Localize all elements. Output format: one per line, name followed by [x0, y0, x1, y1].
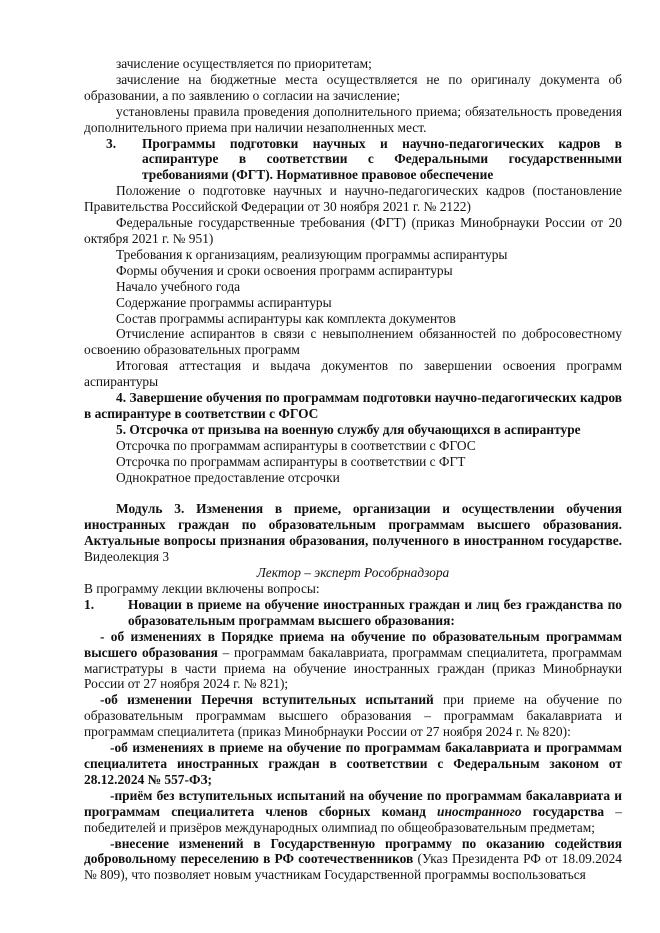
plain-text: при приеме на обучение по образовательным программам высшего образования – программам бакалавриата и программам специалитета (приказ Минобрнауки России от 27 ноября 2024 г. № 820): — [84, 692, 622, 740]
bold-text: - об изменениях в Порядке приема на обучение по образовательным программам высшего образования — [84, 628, 622, 660]
list-item: Формы обучения и сроки освоения программ аспирантуры — [116, 262, 453, 278]
list-item: Начало учебного года — [116, 278, 241, 294]
section-3-heading — [84, 136, 622, 184]
list-item: Отсрочка по программам аспирантуры в соответствии с ФГТ — [116, 453, 466, 469]
paragraph: -об изменениях в приеме на обучение по программам бакалавриата и программам специалитета иностранных граждан в соответствии с Федеральным законом от 28.12.2024 № 557-ФЗ; — [84, 740, 622, 787]
paragraph — [84, 788, 622, 836]
list-item: установлены правила проведения дополнительного приема; обязательность проведения дополнительного приема при наличии незаполненных мест. — [84, 103, 622, 135]
list-item: Отсрочка по программам аспирантуры в соответствии с ФГОС — [116, 437, 476, 453]
paragraph — [84, 629, 622, 693]
list-item: Федеральные государственные требования (ФГТ) (приказ Минобрнауки России от 20 октября 2021 г. № 951) — [84, 215, 622, 246]
paragraph — [84, 692, 622, 740]
module-suffix: Видеолекция 3 — [84, 549, 170, 565]
lecturer-line: Лектор – эксперт Рособрнадзора — [256, 565, 450, 581]
list-item: Однократное предоставление отсрочки — [116, 469, 340, 485]
question-1-heading — [84, 597, 622, 629]
list-item: Отчисление аспирантов в связи с невыполнением обязанностей по добросовестному освоению образовательных программ — [84, 326, 622, 358]
bold-text: -внесение изменений в Государственную программу по оказанию содействия добровольному переселению в РФ соотечественников — [84, 835, 622, 867]
spacer — [84, 485, 622, 501]
list-item: Состав программы аспирантуры как комплекта документов — [116, 310, 456, 326]
module-3-heading — [84, 501, 622, 565]
section-5-heading: 5. Отсрочка от призыва на военную службу для обучающихся в аспирантуре — [116, 421, 581, 437]
section-4-heading: 4. Завершение обучения по программам подготовки научно-педагогических кадров в аспирантуре в соответствии с ФГОС — [84, 390, 622, 421]
list-item: Содержание программы аспирантуры — [116, 294, 332, 310]
bold-text: -об изменении Перечня вступительных испытаний — [100, 692, 434, 708]
section-number: 3. — [106, 135, 117, 151]
list-item: зачисление на бюджетные места осуществляется не по оригиналу документа об образовании, а по заявлению о согласии на зачисление; — [84, 71, 622, 103]
module-title: Модуль 3. Изменения в приеме, организации и осуществлении обучения иностранных граждан по образовательным программам высшего образования. Актуальные вопросы признания образования, полученного в иностранном государстве. — [84, 501, 622, 549]
list-item: Требования к организациям, реализующим программы аспирантуры — [116, 246, 508, 262]
list-item: Итоговая аттестация и выдача документов по завершении освоения программ аспирантуры — [84, 358, 622, 390]
paragraph — [84, 836, 622, 884]
bold-text: государства — [521, 803, 605, 819]
plain-text: – программам бакалавриата, программам специалитета, программам магистратуры в части приема на обучение иностранных граждан (приказ Минобрнауки России от 27 ноября 2024 г. № 821); — [84, 644, 622, 692]
plain-text: – победителей и призёров международных олимпиад по общеобразовательным предметам; — [84, 803, 622, 835]
bold-text: -приём без вступительных испытаний на обучение по программам бакалавриата и программам специалитета членов сборных команд — [84, 787, 622, 819]
lecture-intro: В программу лекции включены вопросы: — [84, 581, 320, 596]
section-title: Программы подготовки научных и научно-педагогических кадров в аспирантуре в соответствии с Федеральными государственными требованиями (ФГТ). Нормативное правовое обеспечение — [142, 135, 622, 183]
italic-text: иностранного — [437, 803, 522, 819]
plain-text: (Указ Президента РФ от 18.09.2024 № 809), что позволяет новым участникам Государственной программы воспользоваться — [84, 851, 622, 883]
page-content — [84, 56, 622, 883]
list-item: Положение о подготовке научных и научно-педагогических кадров (постановление Правительства Российской Федерации от 30 ноября 2021 г. № 2122) — [84, 183, 622, 215]
question-number: 1. — [84, 596, 95, 612]
question-title: Новации в приеме на обучение иностранных граждан и лиц без гражданства по образовательным программам высшего образования: — [128, 596, 622, 628]
list-item: зачисление осуществляется по приоритетам; — [116, 56, 372, 71]
